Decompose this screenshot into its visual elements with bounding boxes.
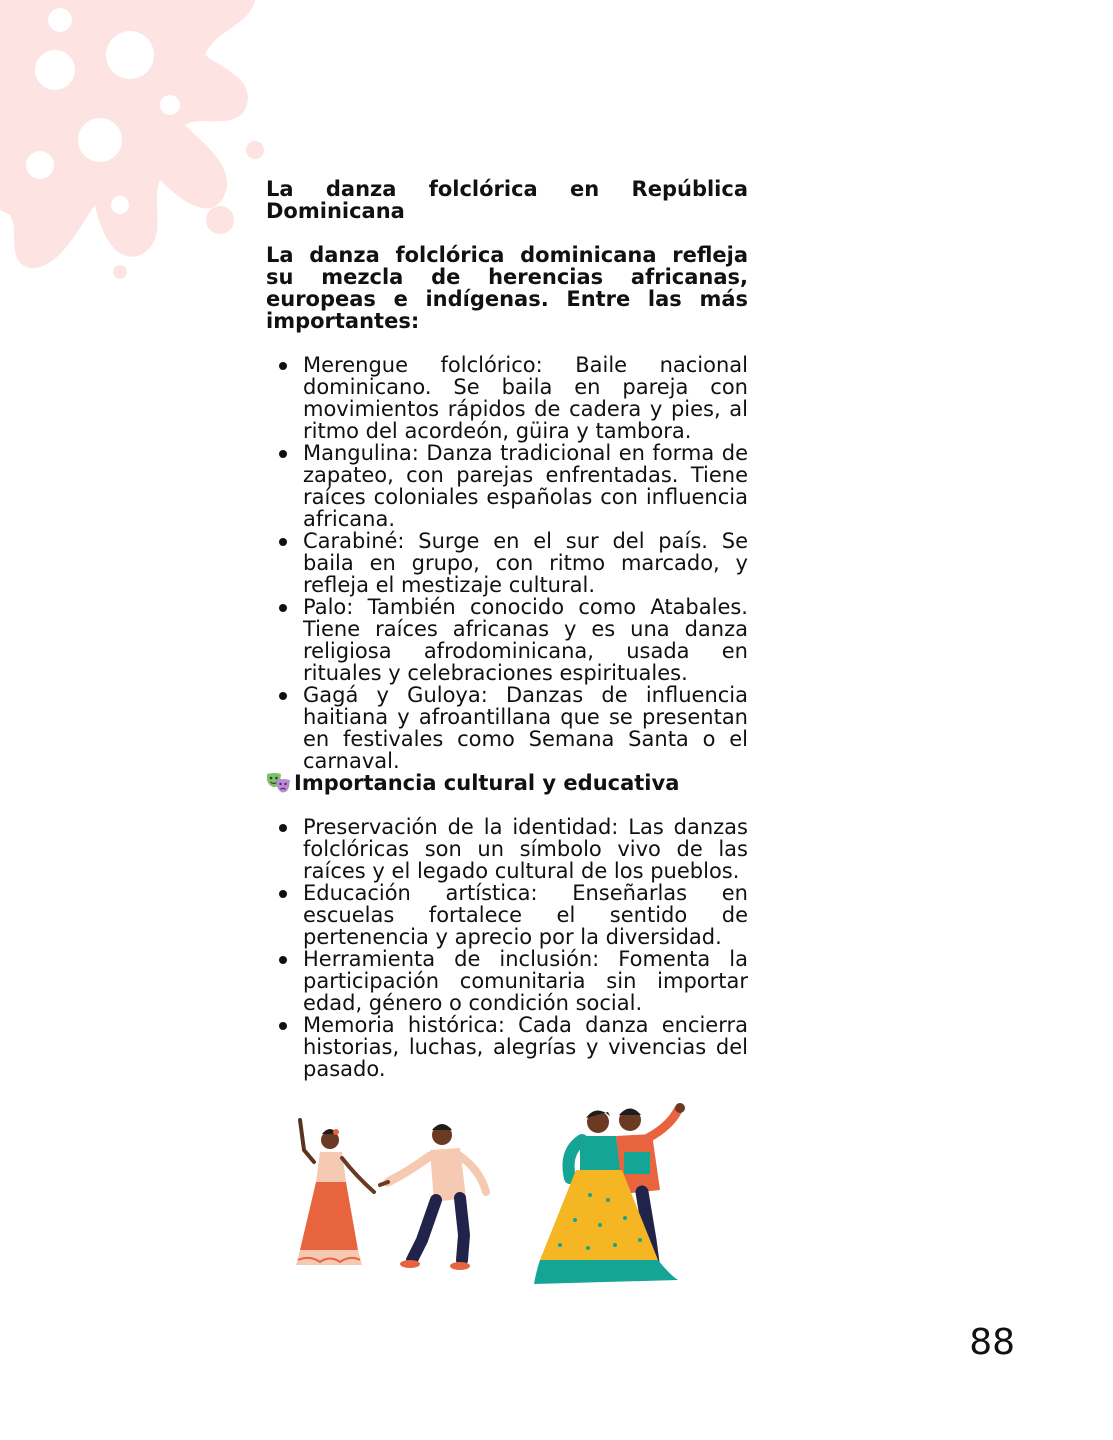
list-item: Gagá y Guloya: Danzas de influencia haitiana y afroantillana que se presentan en festivales como Semana Santa o el carnaval. xyxy=(303,683,748,773)
list-item: Carabiné: Surge en el sur del país. Se baila en grupo, con ritmo marcado, y refleja el mestizaje cultural. xyxy=(303,529,748,597)
decorative-paint-splash xyxy=(0,0,270,280)
list-item: Educación artística: Enseñarlas en escuelas fortalece el sentido de pertenencia y aprecio por la diversidad. xyxy=(303,881,748,949)
theater-masks-icon xyxy=(266,772,292,794)
list-item: Memoria histórica: Cada danza encierra historias, luchas, alegrías y vivencias del pasado. xyxy=(303,1013,748,1081)
list-item: Merengue folclórico: Baile nacional dominicano. Se baila en pareja con movimientos rápidos de cadera y pies, al ritmo del acordeón, güira y tambora. xyxy=(303,353,748,443)
embracing-couple-illustration xyxy=(530,1100,690,1288)
section-title: Importancia cultural y educativa xyxy=(294,771,680,795)
page-title-line1: La danza folclórica en República xyxy=(266,177,748,201)
list-item: Preservación de la identidad: Las danzas folclóricas son un símbolo vivo de las raíces y el legado cultural de los pueblos. xyxy=(303,815,748,883)
page-content xyxy=(266,178,748,1080)
section-heading xyxy=(266,772,748,794)
list-item: Herramienta de inclusión: Fomenta la participación comunitaria sin importar edad, género o condición social. xyxy=(303,947,748,1015)
list-item: Mangulina: Danza tradicional en forma de zapateo, con parejas enfrentadas. Tiene raíces coloniales españolas con influencia africana. xyxy=(303,441,748,531)
page-number: 88 xyxy=(969,1322,1015,1363)
dances-list xyxy=(266,354,748,772)
page-title-line2: Dominicana xyxy=(266,199,405,223)
page-title xyxy=(266,178,748,222)
dancing-couple-illustration xyxy=(290,1110,500,1275)
intro-paragraph: La danza folclórica dominicana refleja su mezcla de herencias africanas, europeas e indígenas. Entre las más importantes: xyxy=(266,243,748,333)
list-item: Palo: También conocido como Atabales. Tiene raíces africanas y es una danza religiosa afrodominicana, usada en rituales y celebraciones espirituales. xyxy=(303,595,748,685)
importance-list xyxy=(266,816,748,1080)
